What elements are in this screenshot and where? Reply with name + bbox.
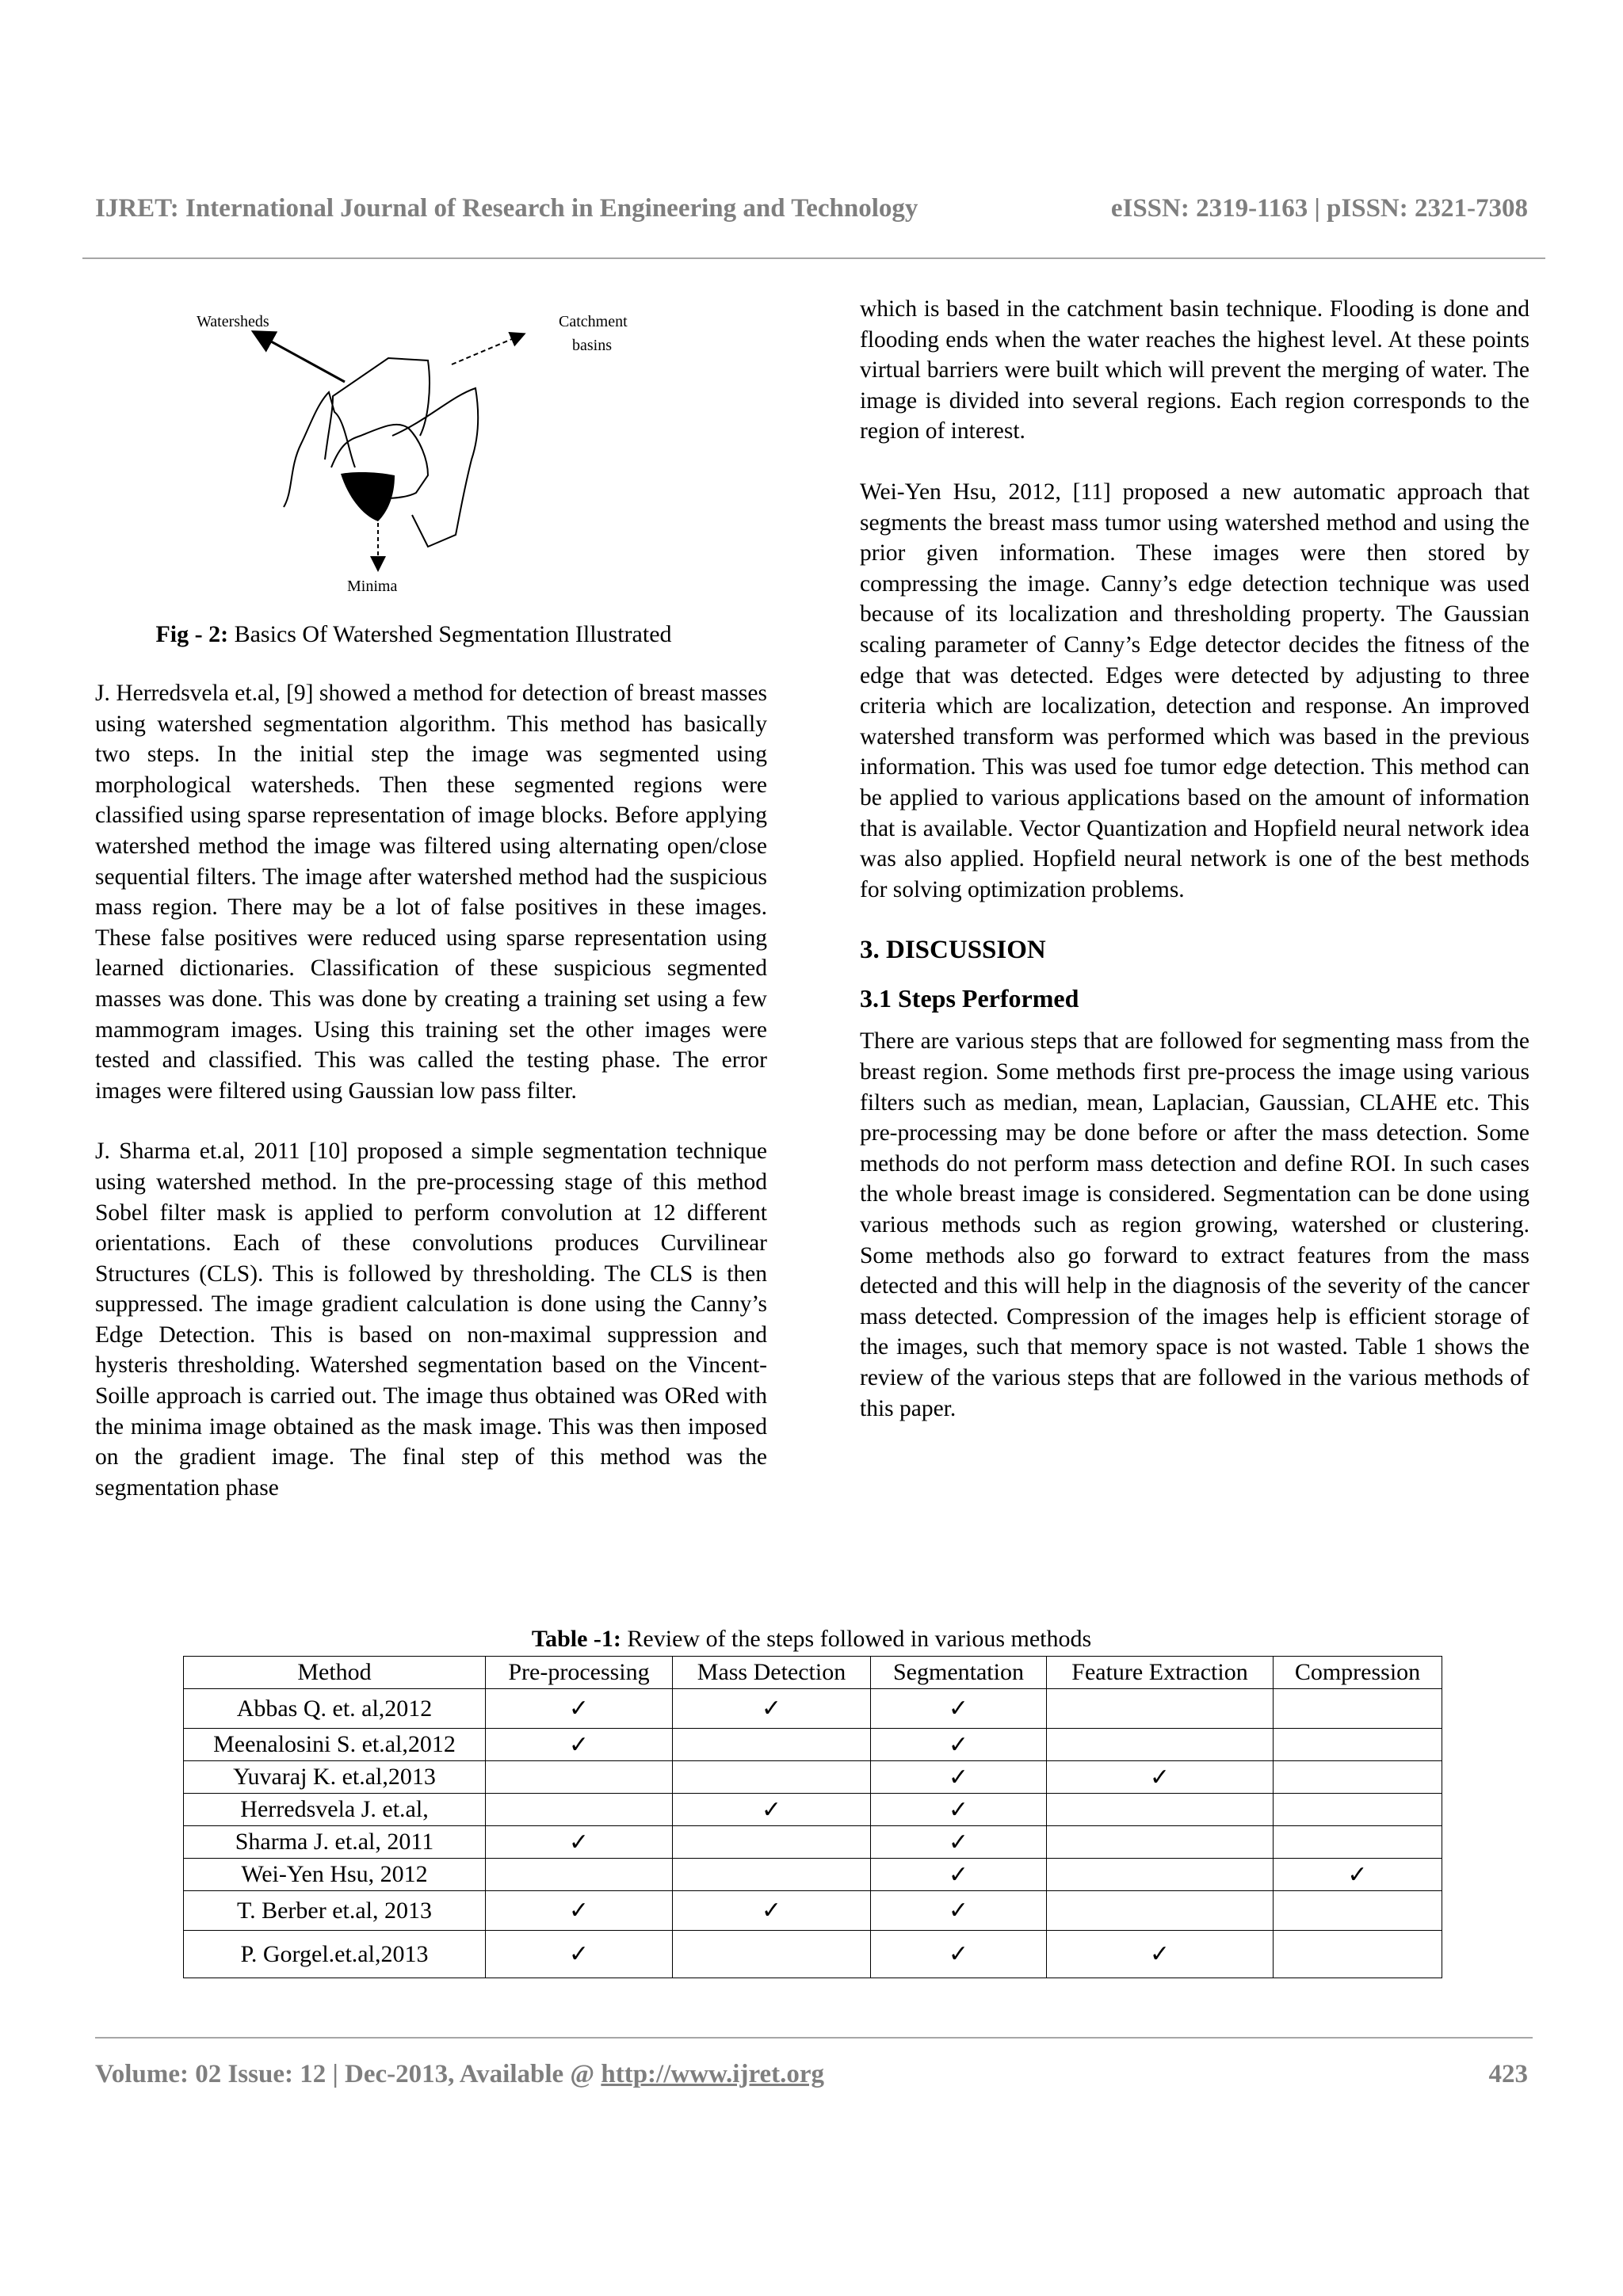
table-cell: Meenalosini S. et.al,2012 (184, 1729, 486, 1761)
table-caption-label: Table -1: (531, 1626, 621, 1652)
table-row (184, 1794, 1442, 1826)
table-cell: Abbas Q. et. al,2012 (184, 1689, 486, 1729)
table-cell (486, 1859, 673, 1891)
paragraph-steps: There are various steps that are followed for segmenting mass from the breast region. Some methods first pre-process the image using various filters such as median, mean, Laplacian, Gaussian, CLAHE etc. This pre-processing may be done before or after the mass detection. Some methods do not perform mass detection and define ROI. In such cases the whole breast image is considered. Segmentation can be done using various methods such as region growing, watershed or clustering. Some methods also go forward to extract features from the mass detected and this will help in the diagnosis of the severity of the cancer mass detected. Compression of the images help is efficient storage of the images, such that memory space is not wasted. Table 1 shows the review of the various steps that are followed in the various methods of this paper. (860, 1028, 1529, 1421)
table-cell (486, 1794, 673, 1826)
table-cell (1047, 1794, 1274, 1826)
column-header: Pre-processing (486, 1657, 673, 1689)
table-cell (1047, 1689, 1274, 1729)
watersheds-label: Watersheds (197, 313, 269, 330)
figure-caption-text: Basics Of Watershed Segmentation Illustrated (228, 621, 672, 647)
table-cell (673, 1761, 871, 1794)
table-cell: ✓ (673, 1689, 871, 1729)
table-cell: T. Berber et.al, 2013 (184, 1891, 486, 1931)
table-cell: ✓ (871, 1891, 1047, 1931)
table-cell (1047, 1729, 1274, 1761)
table-header-row (184, 1657, 1442, 1689)
table-cell (1274, 1729, 1442, 1761)
figure-caption (82, 621, 745, 648)
table-row (184, 1689, 1442, 1729)
table-cell: Herredsvela J. et.al, (184, 1794, 486, 1826)
minima-label: Minima (347, 578, 398, 595)
table-cell (673, 1931, 871, 1978)
page-number: 423 (1488, 2060, 1528, 2088)
header-rule (82, 257, 1545, 259)
table-cell (1274, 1761, 1442, 1794)
table-cell: ✓ (871, 1729, 1047, 1761)
table-row (184, 1729, 1442, 1761)
page-header (95, 194, 1528, 223)
table-cell: ✓ (1274, 1859, 1442, 1891)
table-cell: ✓ (486, 1891, 673, 1931)
watershed-figure (190, 309, 697, 610)
catchment-label-1: Catchment (559, 313, 628, 330)
table-cell: ✓ (871, 1794, 1047, 1826)
table-cell: ✓ (486, 1826, 673, 1859)
right-column (860, 294, 1529, 1424)
page-footer (95, 2060, 1528, 2089)
watershed-ridge-left (284, 392, 355, 507)
table-row (184, 1859, 1442, 1891)
section-heading: 3. DISCUSSION (860, 936, 1046, 965)
table-cell: ✓ (1047, 1931, 1274, 1978)
column-header: Compression (1274, 1657, 1442, 1689)
table-cell (1047, 1826, 1274, 1859)
table-caption-text: Review of the steps followed in various methods (621, 1626, 1092, 1652)
table-cell: ✓ (871, 1689, 1047, 1729)
table-cell: Wei-Yen Hsu, 2012 (184, 1859, 486, 1891)
paragraph-herredsvela: J. Herredsvela et.al, [9] showed a method for detection of breast masses using watershed segmentation algorithm. This method has basically two steps. In the initial step the image was segmented using morphological watersheds. Then these segmented regions were classified using sparse representation of image blocks. Before applying watershed method the image was filtered using alternating open/close sequential filters. The image after watershed method had the suspicious mass region. There may be a lot of false positives in these images. These false positives were reduced using sparse representation using learned dictionaries. Classification of these suspicious segmented masses was done. This was done by creating a training set using a few mammogram images. Using this training set the other images were tested and classified. This was called the testing phase. The error images were filtered using Gaussian low pass filter. (95, 681, 767, 1104)
table-cell (486, 1761, 673, 1794)
column-header: Mass Detection (673, 1657, 871, 1689)
table-caption (182, 1626, 1441, 1653)
left-column (95, 678, 767, 1503)
table-cell (673, 1859, 871, 1891)
issn-text: eISSN: 2319-1163 | pISSN: 2321-7308 (1110, 194, 1528, 223)
table-row (184, 1761, 1442, 1794)
table-cell (673, 1826, 871, 1859)
table-row (184, 1826, 1442, 1859)
table-cell: ✓ (871, 1859, 1047, 1891)
review-table (183, 1656, 1442, 1978)
table-cell: ✓ (871, 1931, 1047, 1978)
table-cell (1047, 1859, 1274, 1891)
watersheds-arrow (255, 333, 345, 382)
table-cell: ✓ (673, 1794, 871, 1826)
table-row (184, 1891, 1442, 1931)
table-cell (1274, 1826, 1442, 1859)
table-cell: ✓ (871, 1826, 1047, 1859)
paragraph-catchment: which is based in the catchment basin technique. Flooding is done and flooding ends when the water reaches the highest level. At these points virtual barriers were built which will prevent the merging of water. The image is divided into several regions. Each region corresponds to the region of interest. (860, 296, 1529, 444)
table-cell (1274, 1931, 1442, 1978)
table-cell: Sharma J. et.al, 2011 (184, 1826, 486, 1859)
table-cell: ✓ (486, 1729, 673, 1761)
journal-title: IJRET: International Journal of Research in Engineering and Technology (95, 194, 918, 223)
journal-link[interactable]: http://www.ijret.org (601, 2060, 825, 2088)
table-cell (1047, 1891, 1274, 1931)
paragraph-sharma: J. Sharma et.al, 2011 [10] proposed a simple segmentation technique using watershed method. In the pre-processing stage of this method Sobel filter mask is applied to perform convolution at 12 different orientations. Each of these convolutions produces Curvilinear Structures (CLS). This is followed by thresholding. The CLS is then suppressed. The image gradient calculation is done using the Canny’s Edge Detection. This is based on non-maximal suppression and hysteris thresholding. Watershed segmentation based on the Vincent-Soille approach is carried out. The image thus obtained was ORed with the minima image obtained as the mask image. This was then imposed on the gradient image. The final step of this method was the segmentation phase (95, 1138, 767, 1501)
table-cell (1274, 1891, 1442, 1931)
column-header: Segmentation (871, 1657, 1047, 1689)
subsection-heading: 3.1 Steps Performed (860, 983, 1079, 1013)
table-cell: ✓ (673, 1891, 871, 1931)
table-cell: ✓ (486, 1931, 673, 1978)
watershed-ridge-top (325, 358, 430, 460)
footer-volume: Volume: 02 Issue: 12 | Dec-2013, Available @ (95, 2060, 601, 2088)
table-cell: ✓ (871, 1761, 1047, 1794)
catchment-label-2: basins (572, 337, 612, 354)
column-header: Method (184, 1657, 486, 1689)
catchment-arrow (452, 334, 523, 364)
minima-region (341, 472, 395, 521)
table-cell: ✓ (486, 1689, 673, 1729)
table-cell (1274, 1794, 1442, 1826)
table-cell (673, 1729, 871, 1761)
table-cell: ✓ (1047, 1761, 1274, 1794)
catchment-basin-right (392, 388, 478, 547)
column-header: Feature Extraction (1047, 1657, 1274, 1689)
table-cell (1274, 1689, 1442, 1729)
footer-rule (95, 2037, 1533, 2039)
table-row (184, 1931, 1442, 1978)
table-cell: Yuvaraj K. et.al,2013 (184, 1761, 486, 1794)
table-cell: P. Gorgel.et.al,2013 (184, 1931, 486, 1978)
figure-caption-label: Fig - 2: (155, 621, 229, 647)
paragraph-wei-yen-hsu: Wei-Yen Hsu, 2012, [11] proposed a new automatic approach that segments the breast mass tumor using watershed method and using the prior given information. These images were then stored by compressing the image. Canny’s edge detection technique was used because of its localization and thresholding property. The Gaussian scaling parameter of Canny’s Edge detector decides the fitness of the edge that was detected. Edges were detected by adjusting to three criteria which are localization, detection and response. An improved watershed transform was performed which was based in the previous information. This was used foe tumor edge detection. This method can be applied to various applications based on the amount of information that is available. Vector Quantization and Hopfield neural network idea was also applied. Hopfield neural network is one of the best methods for solving optimization problems. (860, 479, 1529, 902)
